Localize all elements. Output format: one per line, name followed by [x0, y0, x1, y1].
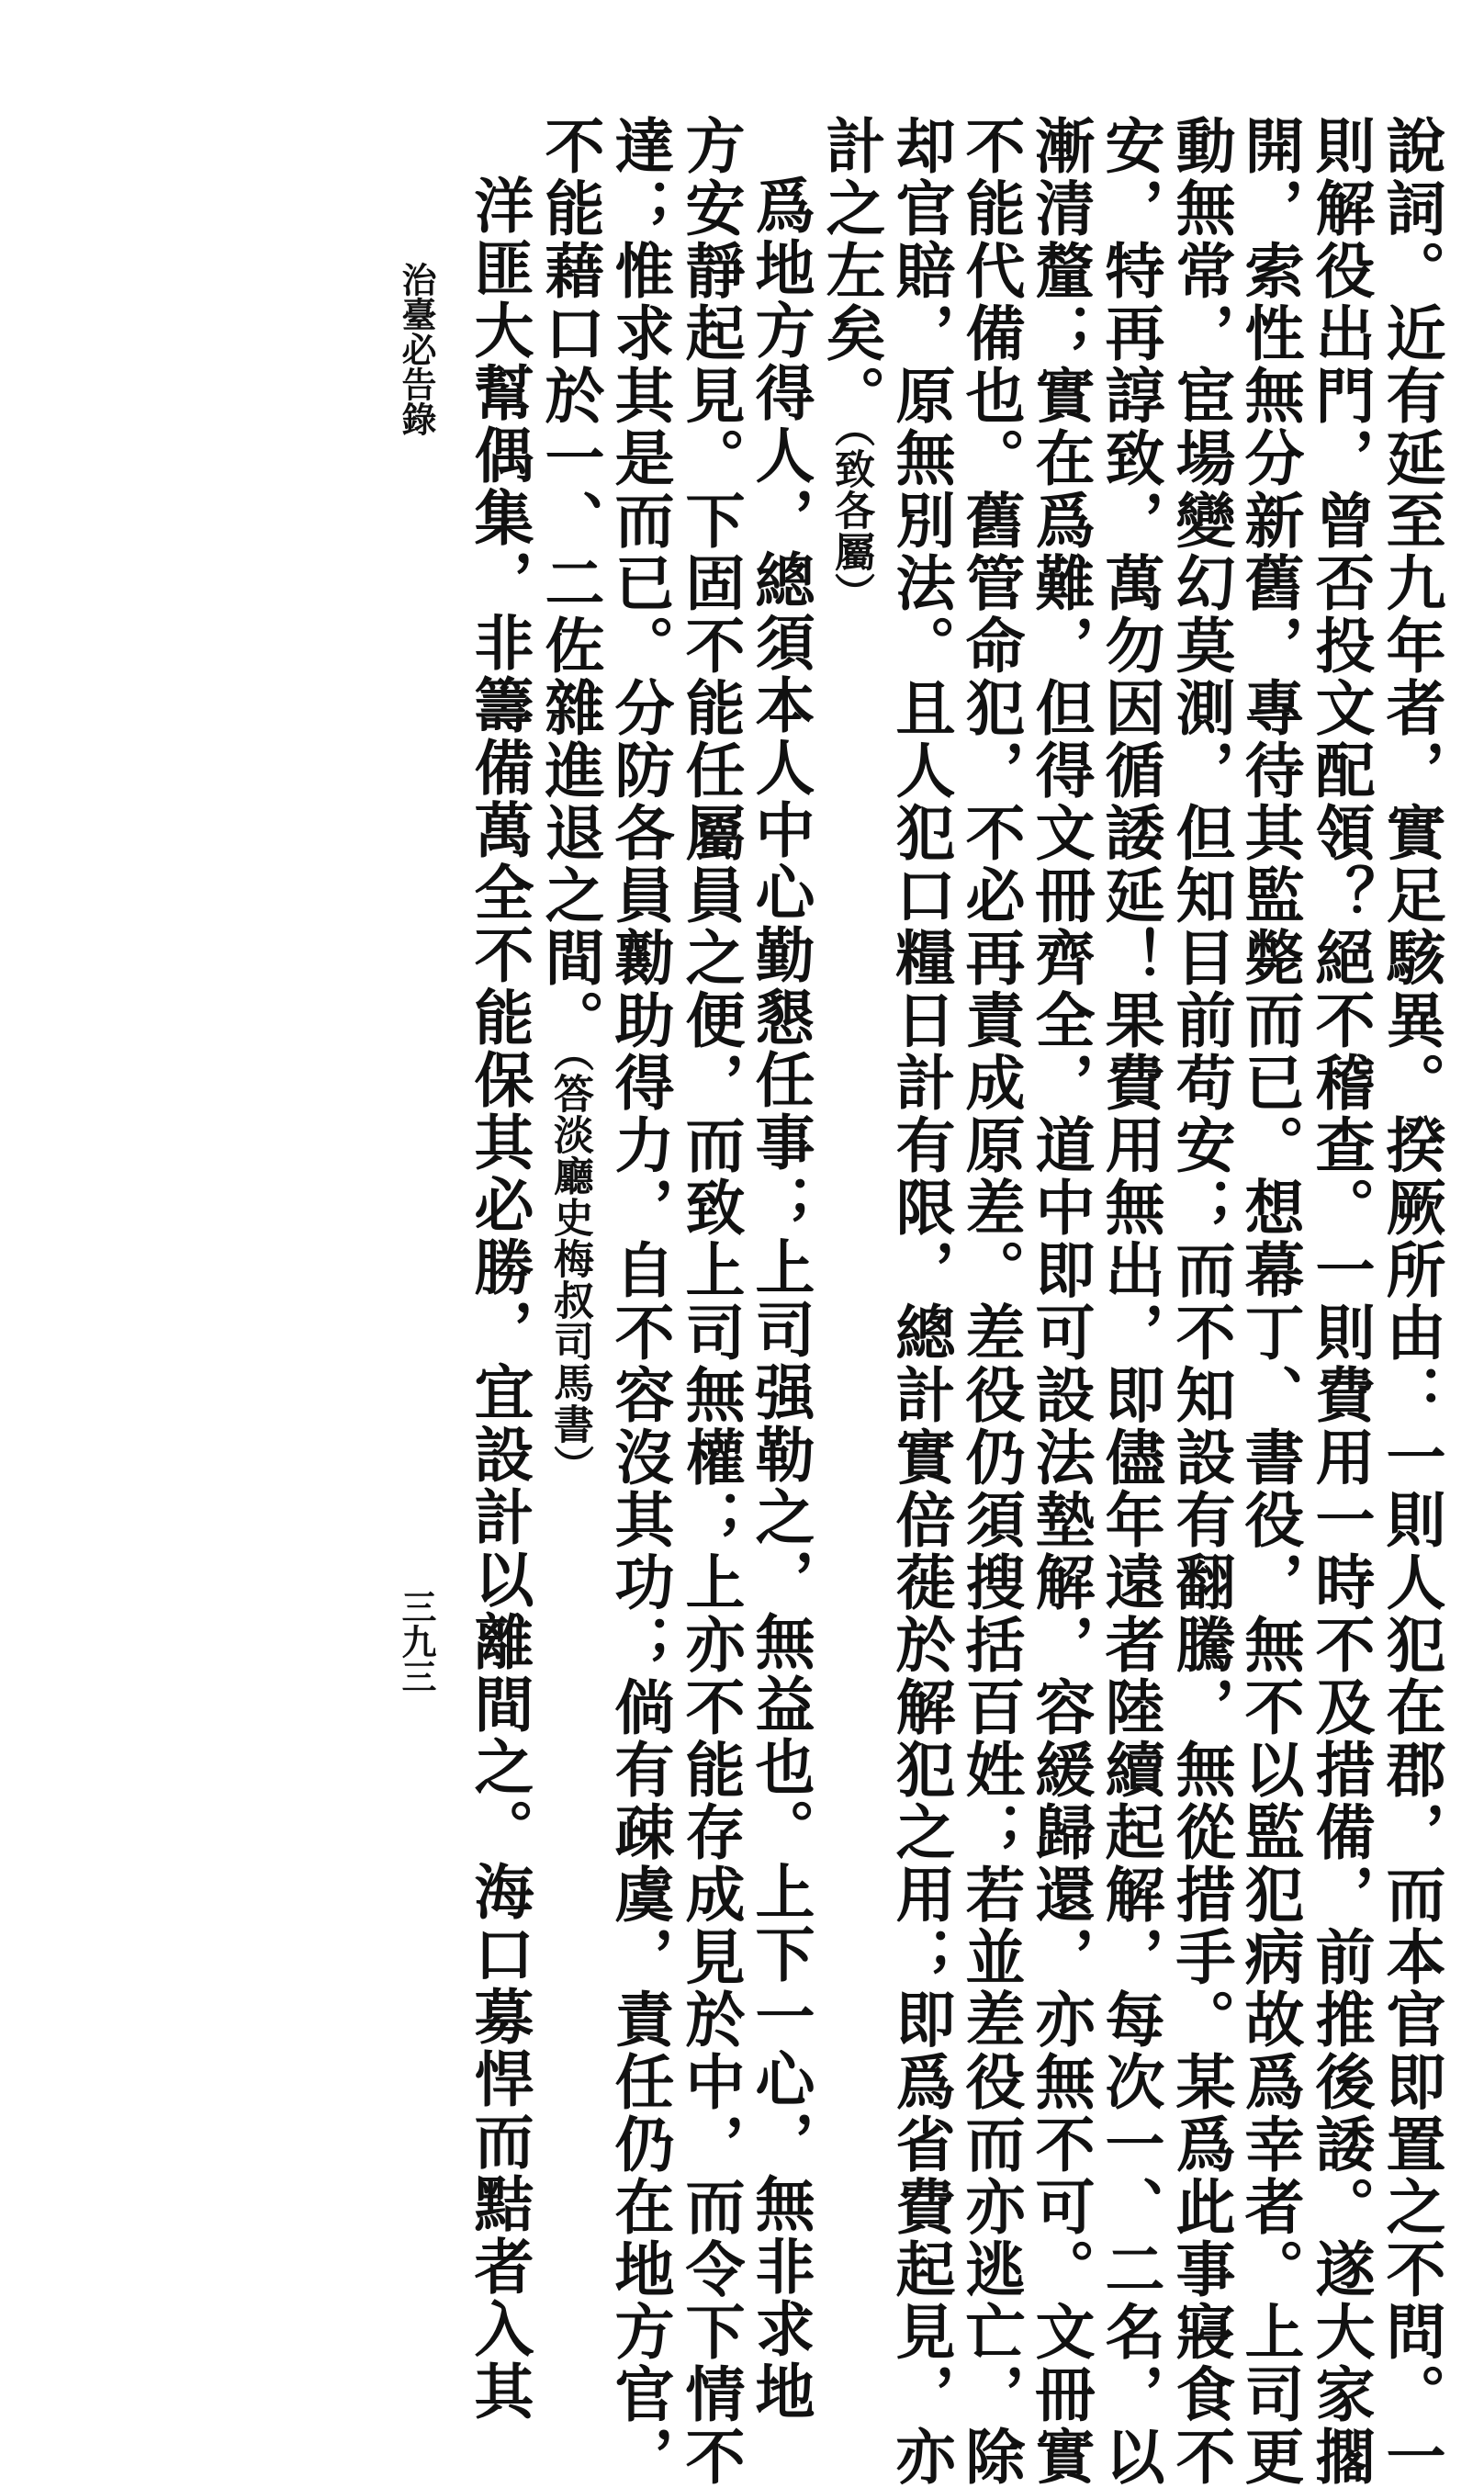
text-column: 開，索性無分新舊，專待其監斃而已。想幕丁、書役，無不以監犯病故爲幸者。上司更 — [1234, 115, 1304, 2488]
text-column: 却官賠，原無別法。且人犯口糧日計有限，總計實倍蓰於解犯之用；即爲省費起見，亦 — [885, 115, 955, 2488]
text-column-last — [534, 115, 605, 1486]
page-number: 三九三 — [396, 1589, 437, 1694]
text-line: 不能藉口於一、二佐雜進退之間。 — [534, 115, 604, 1052]
text-column: 動無常，宦場變幻莫測，但知目前苟安；而不知設有翻騰，無從措手。某爲此事寢食不 — [1165, 115, 1235, 2488]
running-title: 治臺必告錄 — [396, 262, 437, 436]
text-column: 洋匪大幫偶集，非籌備萬全不能保其必勝，宜設計以離間之。海口募悍而黠者入其 — [464, 174, 534, 2423]
text-column: 不能代備也。舊管命犯，不必再責成原差。差役仍須搜括百姓；若並差役而亦逃亡，除 — [955, 115, 1025, 2488]
text-column: 爲地方得人，總須本人中心勤懇任事；上司强勒之，無益也。上下一心，無非求地 — [745, 174, 815, 2423]
text-column-last — [815, 115, 886, 614]
text-column: 方安靜起見。下固不能任屬員之便，而致上司無權；上亦不能存成見於中，而令下情不 — [675, 115, 745, 2488]
text-column: 則解役出門，曾否投文配領？絕不稽查。一則費用一時不及措備，前推後諉。遂大家擱 — [1305, 115, 1375, 2488]
source-note: （答淡廳史梅叔司馬書） — [546, 1052, 593, 1486]
text-column: 說詞。近有延至九年者，實足駭異。揆厥所由：一則人犯在郡，而本官即置之不問。一 — [1376, 115, 1445, 2488]
text-column: 安，特再諄致，萬勿因循諉延！果費用無出，即儘年遠者陸續起解，每次一、二名，以 — [1095, 115, 1164, 2488]
text-column: 漸清釐；實在爲難，但得文冊齊全，道中即可設法墊解，容緩歸還，亦無不可。文冊實 — [1025, 115, 1095, 2488]
text-line: 計之左矣。 — [815, 115, 885, 427]
source-note: （致各屬） — [827, 427, 874, 614]
text-column: 達；惟求其是而已。分防各員勷助得力，自不容沒其功；倘有疎虞，責任仍在地方官， — [604, 115, 674, 2488]
